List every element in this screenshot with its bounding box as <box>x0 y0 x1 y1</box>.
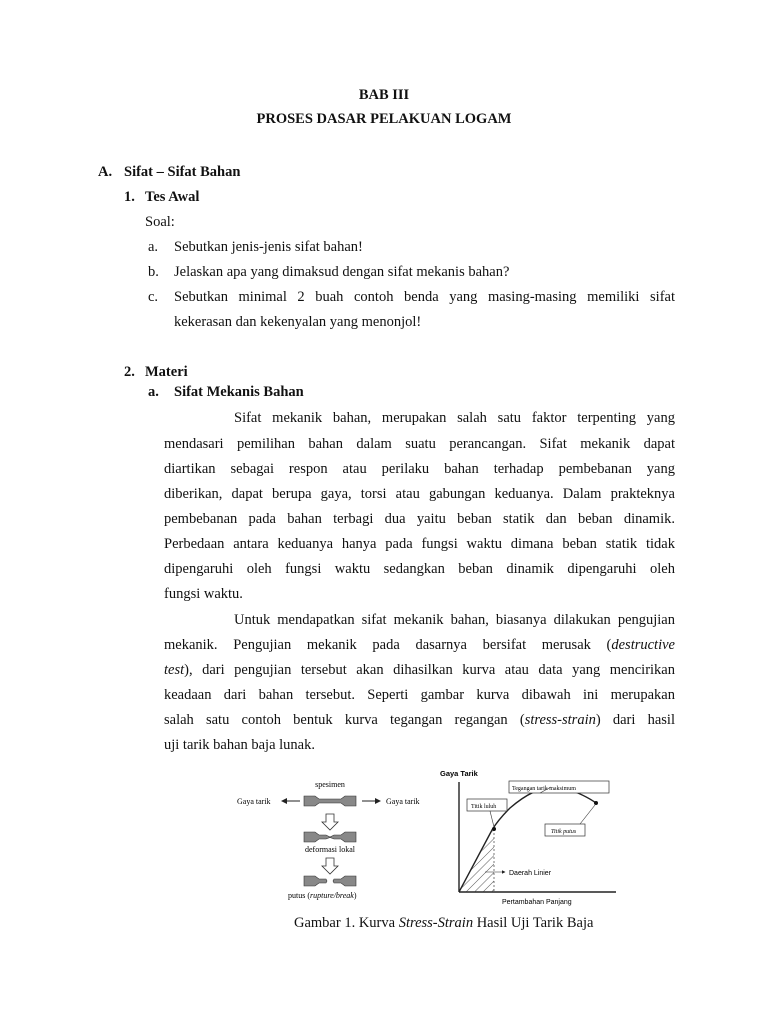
break-point <box>594 801 598 805</box>
para1-line: Perbedaan antara keduanya hanya pada fungsi waktu dimana beban statik tidak <box>164 536 675 552</box>
broken-specimen-left <box>304 876 327 886</box>
question-c-line1: Sebutkan minimal 2 buah contoh benda yang masing-masing memiliki sifat <box>174 289 675 305</box>
specimen-shape <box>304 796 356 806</box>
section-a-title: Sifat – Sifat Bahan <box>124 164 241 180</box>
para2-line: Untuk mendapatkan sifat mekanik bahan, biasanya dilakukan pengujian <box>234 612 675 628</box>
soal-label: Soal: <box>145 214 175 230</box>
para1-line: Sifat mekanik bahan, merupakan salah satu faktor terpenting yang <box>234 410 675 426</box>
leader-line <box>490 811 494 827</box>
down-arrow-icon <box>322 858 338 874</box>
leader-line <box>580 805 595 824</box>
box-tegangan-text: Tegangan tarik maksimum <box>512 786 576 792</box>
subsection-1-marker: 1. <box>124 189 135 205</box>
putus-label: putus (rupture/break) <box>288 891 357 900</box>
deformasi-label: deformasi lokal <box>305 845 355 854</box>
question-c-line2: kekerasan dan kekenyalan yang menonjol! <box>174 314 422 330</box>
box-titik-putus-text: Titik putus <box>551 829 577 835</box>
para1-line: diartikan sebagai respon atau perilaku bahan terhadap pembebanan yang <box>164 461 675 477</box>
question-b-text: Jelaskan apa yang dimaksud dengan sifat mekanis bahan? <box>174 264 510 280</box>
down-arrow-icon <box>322 814 338 830</box>
box-titik-luluh-text: Titik luluh <box>471 804 497 810</box>
subsection-2-title: Materi <box>145 364 188 380</box>
para1-line: dipengaruhi oleh fungsi waktu sedangkan beban dinamik dipengaruhi oleh <box>164 561 675 577</box>
broken-specimen-right <box>333 876 356 886</box>
y-axis-label: Gaya Tarik <box>440 769 478 778</box>
subsection-1-title: Tes Awal <box>145 189 200 205</box>
figure-caption: Gambar 1. Kurva Stress-Strain Hasil Uji Tarik Baja <box>294 915 594 931</box>
para2-line: salah satu contoh bentuk kurva tegangan regangan (stress-strain) dari hasil <box>164 712 675 728</box>
para2-line: test), dari pengujian tersebut akan dihasilkan kurva atau data yang mencirikan <box>164 662 675 678</box>
x-axis-label: Pertambahan Panjang <box>502 899 572 906</box>
para2-line: uji tarik bahan baja lunak. <box>164 737 315 753</box>
question-a-marker: a. <box>148 239 159 255</box>
para1-line: diberikan, dapat berupa gaya, torsi atau gabungan keduanya. Dalam prakteknya <box>164 486 675 502</box>
para1-line: pembebanan pada bahan terbagi dua yaitu beban statik dan beban dinamik. <box>164 511 675 527</box>
para1-line: fungsi waktu. <box>164 586 243 602</box>
gaya-tarik-left-label: Gaya tarik <box>237 797 271 806</box>
yield-point <box>492 827 496 831</box>
question-b-marker: b. <box>148 264 159 280</box>
gaya-tarik-right-label: Gaya tarik <box>386 797 420 806</box>
para1-line: mendasari pemilihan bahan dalam suatu perancangan. Sifat mekanik dapat <box>164 436 675 452</box>
subsection-2a-marker: a. <box>148 384 159 400</box>
para2-line: keadaan dari bahan tersebut. Seperti gambar kurva dibawah ini merupakan <box>164 687 675 703</box>
section-a-marker: A. <box>98 164 113 180</box>
chapter-number: BAB III <box>358 87 410 103</box>
necked-specimen-shape <box>304 832 356 842</box>
subsection-2-marker: 2. <box>124 364 135 380</box>
question-c-marker: c. <box>148 289 159 305</box>
para2-line: mekanik. Pengujian mekanik pada dasarnya bersifat merusak (destructive <box>164 637 675 653</box>
daerah-linier-label: Daerah Linier <box>509 870 552 877</box>
subsection-2a-title: Sifat Mekanis Bahan <box>174 384 304 400</box>
question-a-text: Sebutkan jenis-jenis sifat bahan! <box>174 239 363 255</box>
chapter-title: PROSES DASAR PELAKUAN LOGAM <box>256 111 512 127</box>
specimen-label: spesimen <box>315 780 345 789</box>
